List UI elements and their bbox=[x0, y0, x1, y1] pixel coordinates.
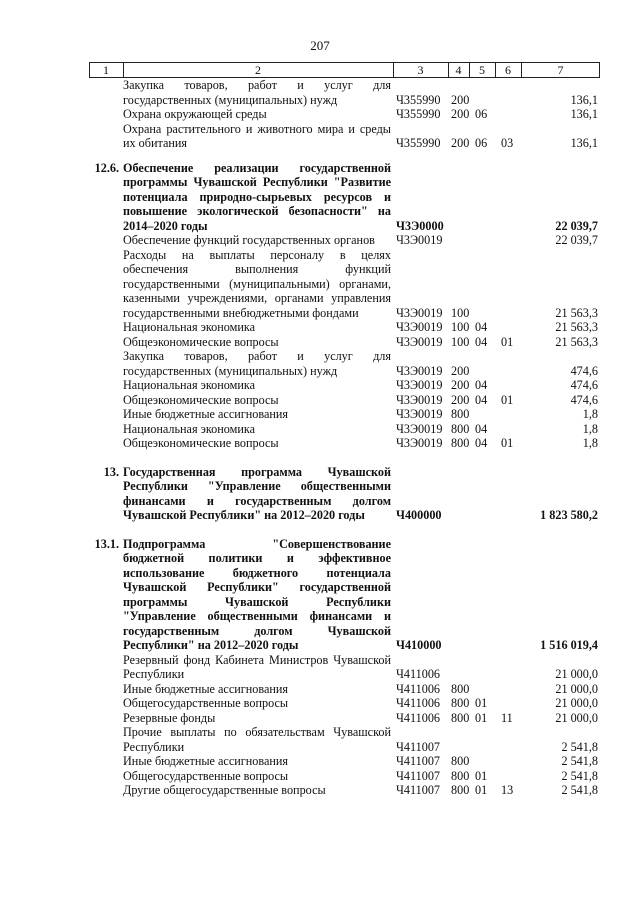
row-name: Национальная экономика bbox=[123, 421, 256, 436]
table-row bbox=[89, 335, 600, 350]
row-code: Ч355990 bbox=[396, 92, 441, 107]
row-amount: 21 000,0 bbox=[555, 710, 598, 725]
row-col-5: 04 bbox=[475, 378, 488, 392]
row-name: Закупка товаров, работ и услуг для государственных (муниципальных) нужд bbox=[123, 78, 391, 107]
row-code: Ч355990 bbox=[396, 136, 441, 150]
row-name: Иные бюджетные ассигнования bbox=[123, 754, 289, 768]
row-col-6: 01 bbox=[501, 392, 514, 407]
header-col-5: 5 bbox=[479, 63, 485, 77]
row-code: Ч411006 bbox=[396, 681, 441, 696]
table-header bbox=[89, 62, 600, 78]
row-col-5: 04 bbox=[475, 320, 488, 334]
row-col-4: 100 bbox=[451, 320, 470, 334]
row-col-4: 100 bbox=[451, 305, 470, 320]
row-amount: 136,1 bbox=[570, 136, 598, 150]
row-col-4: 200 bbox=[451, 392, 470, 407]
row-amount: 2 541,8 bbox=[561, 783, 598, 797]
row-col-5: 06 bbox=[475, 136, 488, 150]
row-col-4: 800 bbox=[451, 407, 470, 421]
row-col-5: 06 bbox=[475, 107, 488, 121]
row-amount: 2 541,8 bbox=[561, 739, 598, 754]
row-amount: 1,8 bbox=[582, 407, 598, 421]
row-col-4: 200 bbox=[451, 136, 470, 150]
row-name: Прочие выплаты по обязательствам Чувашской Республики bbox=[123, 725, 391, 754]
table-row bbox=[89, 78, 600, 107]
row-code: Ч355990 bbox=[396, 107, 441, 121]
row-col-5: 01 bbox=[475, 710, 488, 725]
row-amount: 22 039,7 bbox=[555, 218, 598, 233]
row-amount: 21 000,0 bbox=[555, 696, 598, 710]
row-col-5: 04 bbox=[475, 392, 488, 407]
row-amount: 474,6 bbox=[570, 363, 598, 378]
row-name: Охрана растительного и животного мира и среды их обитания bbox=[123, 121, 391, 150]
header-divider bbox=[89, 63, 90, 77]
table-row bbox=[89, 465, 600, 523]
row-number: 12.6. bbox=[94, 160, 119, 175]
row-code: Ч411007 bbox=[396, 739, 441, 754]
row-name: Государственная программа Чувашской Республики "Управление общественными финансами и государственным долгом Чувашской Республики" на 2012–2020 годы bbox=[123, 464, 391, 522]
row-col-4: 800 bbox=[451, 696, 470, 710]
row-code: Ч3Э0019 bbox=[396, 363, 443, 378]
header-divider bbox=[448, 63, 449, 77]
row-col-6: 13 bbox=[501, 783, 514, 797]
row-code: Ч3Э0019 bbox=[396, 233, 443, 247]
header-divider bbox=[599, 63, 600, 77]
row-code: Ч3Э0019 bbox=[396, 407, 443, 421]
table-row bbox=[89, 711, 600, 726]
row-code: Ч411006 bbox=[396, 667, 441, 681]
row-amount: 1 516 019,4 bbox=[540, 638, 598, 652]
row-col-4: 100 bbox=[451, 334, 470, 349]
row-name: Обеспечение функций государственных органов bbox=[123, 233, 375, 247]
row-name: Другие общегосударственные вопросы bbox=[123, 783, 326, 797]
row-code: Ч411007 bbox=[396, 754, 441, 768]
table-row bbox=[89, 122, 600, 151]
header-divider bbox=[521, 63, 522, 77]
table-row bbox=[89, 107, 600, 122]
row-col-4: 200 bbox=[451, 107, 470, 121]
table-row bbox=[89, 422, 600, 437]
table-row bbox=[89, 682, 600, 697]
table-row bbox=[89, 783, 600, 798]
table-row bbox=[89, 349, 600, 378]
row-code: Ч411007 bbox=[396, 783, 441, 797]
row-code: Ч400000 bbox=[396, 508, 442, 522]
row-name: Подпрограмма "Совершенствование бюджетной политики и эффективное использование бюджетного потенциала Чувашской Республики" государственной программы Чувашской Республики "Управление общественными финансами и государственным долгом Чувашской Республики" на 2012–2020 годы bbox=[123, 536, 391, 652]
row-col-6: 01 bbox=[501, 436, 514, 450]
row-amount: 136,1 bbox=[570, 107, 598, 121]
row-name: Иные бюджетные ассигнования bbox=[123, 681, 289, 696]
row-col-5: 04 bbox=[475, 421, 488, 436]
row-col-6: 01 bbox=[501, 334, 514, 349]
row-col-6: 03 bbox=[501, 136, 514, 150]
table-row bbox=[89, 436, 600, 451]
row-col-4: 800 bbox=[451, 754, 470, 768]
row-amount: 474,6 bbox=[570, 392, 598, 407]
row-code: Ч411007 bbox=[396, 768, 441, 783]
row-amount: 21 563,3 bbox=[555, 334, 598, 349]
table-row bbox=[89, 537, 600, 653]
row-col-4: 800 bbox=[451, 783, 470, 797]
row-amount: 21 000,0 bbox=[555, 681, 598, 696]
budget-table bbox=[89, 62, 600, 798]
row-col-4: 800 bbox=[451, 681, 470, 696]
row-code: Ч3Э0019 bbox=[396, 334, 443, 349]
row-code: Ч3Э0019 bbox=[396, 436, 443, 450]
row-col-4: 200 bbox=[451, 378, 470, 392]
table-row bbox=[89, 407, 600, 422]
row-col-5: 04 bbox=[475, 334, 488, 349]
header-col-7: 7 bbox=[557, 63, 564, 77]
table-row bbox=[89, 696, 600, 711]
row-col-5: 01 bbox=[475, 696, 488, 710]
header-col-3: 3 bbox=[417, 63, 424, 77]
row-col-4: 200 bbox=[451, 363, 470, 378]
row-code: Ч410000 bbox=[396, 638, 442, 652]
row-amount: 21 563,3 bbox=[555, 305, 598, 320]
header-divider bbox=[123, 63, 124, 77]
row-name: Охрана окружающей среды bbox=[123, 107, 267, 121]
table-row bbox=[89, 233, 600, 248]
row-name: Общеэкономические вопросы bbox=[123, 334, 279, 349]
table-row bbox=[89, 725, 600, 754]
row-name: Обеспечение реализации государственной программы Чувашской Республики "Развитие потенциала природно-сырьевых ресурсов и повышение экологической безопасности" на 2014–2020 годы bbox=[123, 160, 391, 233]
row-name: Общеэкономические вопросы bbox=[123, 436, 279, 450]
row-name: Резервный фонд Кабинета Министров Чувашской Республики bbox=[123, 652, 391, 681]
row-amount: 2 541,8 bbox=[561, 754, 598, 768]
row-code: Ч3Э0019 bbox=[396, 392, 443, 407]
header-col-1: 1 bbox=[103, 63, 109, 77]
row-col-4: 800 bbox=[451, 421, 470, 436]
row-col-4: 800 bbox=[451, 710, 470, 725]
row-col-5: 01 bbox=[475, 768, 488, 783]
row-amount: 1 823 580,2 bbox=[540, 508, 598, 522]
page-number: 207 bbox=[310, 38, 330, 53]
row-name: Закупка товаров, работ и услуг для государственных (муниципальных) нужд bbox=[123, 349, 391, 378]
row-code: Ч411006 bbox=[396, 710, 441, 725]
row-name: Общегосударственные вопросы bbox=[123, 696, 289, 710]
table-row bbox=[89, 393, 600, 408]
row-code: Ч3Э0000 bbox=[396, 218, 444, 233]
row-name: Общегосударственные вопросы bbox=[123, 768, 289, 783]
row-amount: 1,8 bbox=[582, 421, 598, 436]
table-row bbox=[89, 248, 600, 321]
row-amount: 21 000,0 bbox=[555, 667, 598, 681]
row-name: Общеэкономические вопросы bbox=[123, 392, 279, 407]
row-code: Ч3Э0019 bbox=[396, 421, 443, 436]
row-amount: 21 563,3 bbox=[555, 320, 598, 334]
row-col-4: 200 bbox=[451, 92, 470, 107]
row-amount: 22 039,7 bbox=[555, 233, 598, 247]
header-col-4: 4 bbox=[455, 63, 462, 77]
row-code: Ч3Э0019 bbox=[396, 305, 443, 320]
row-name: Расходы на выплаты персоналу в целях обеспечения выполнения функций государственными (муниципальными) органами, казенными учреждениями, органами управления государственными внебюджетными фондами bbox=[123, 247, 391, 320]
row-amount: 474,6 bbox=[570, 378, 598, 392]
table-row bbox=[89, 754, 600, 769]
row-name: Национальная экономика bbox=[123, 378, 256, 392]
row-col-6: 11 bbox=[501, 710, 513, 725]
table-row bbox=[89, 161, 600, 234]
table-row bbox=[89, 378, 600, 393]
row-number: 13. bbox=[103, 464, 119, 479]
row-code: Ч3Э0019 bbox=[396, 378, 443, 392]
row-name: Национальная экономика bbox=[123, 320, 256, 334]
row-amount: 1,8 bbox=[582, 436, 598, 450]
table-body bbox=[89, 78, 600, 798]
row-name: Иные бюджетные ассигнования bbox=[123, 407, 289, 421]
row-code: Ч411006 bbox=[396, 696, 441, 710]
table-row bbox=[89, 653, 600, 682]
header-divider bbox=[393, 63, 394, 77]
row-col-5: 04 bbox=[475, 436, 488, 450]
row-amount: 2 541,8 bbox=[561, 768, 598, 783]
row-name: Резервные фонды bbox=[123, 710, 216, 725]
table-row bbox=[89, 769, 600, 784]
header-divider bbox=[469, 63, 470, 77]
row-col-4: 800 bbox=[451, 768, 470, 783]
row-code: Ч3Э0019 bbox=[396, 320, 443, 334]
row-col-4: 800 bbox=[451, 436, 470, 450]
header-col-6: 6 bbox=[505, 63, 511, 77]
table-row bbox=[89, 320, 600, 335]
header-divider bbox=[495, 63, 496, 77]
header-col-2: 2 bbox=[255, 63, 261, 77]
row-col-5: 01 bbox=[475, 783, 488, 797]
row-number: 13.1. bbox=[94, 536, 119, 551]
row-amount: 136,1 bbox=[570, 92, 598, 107]
